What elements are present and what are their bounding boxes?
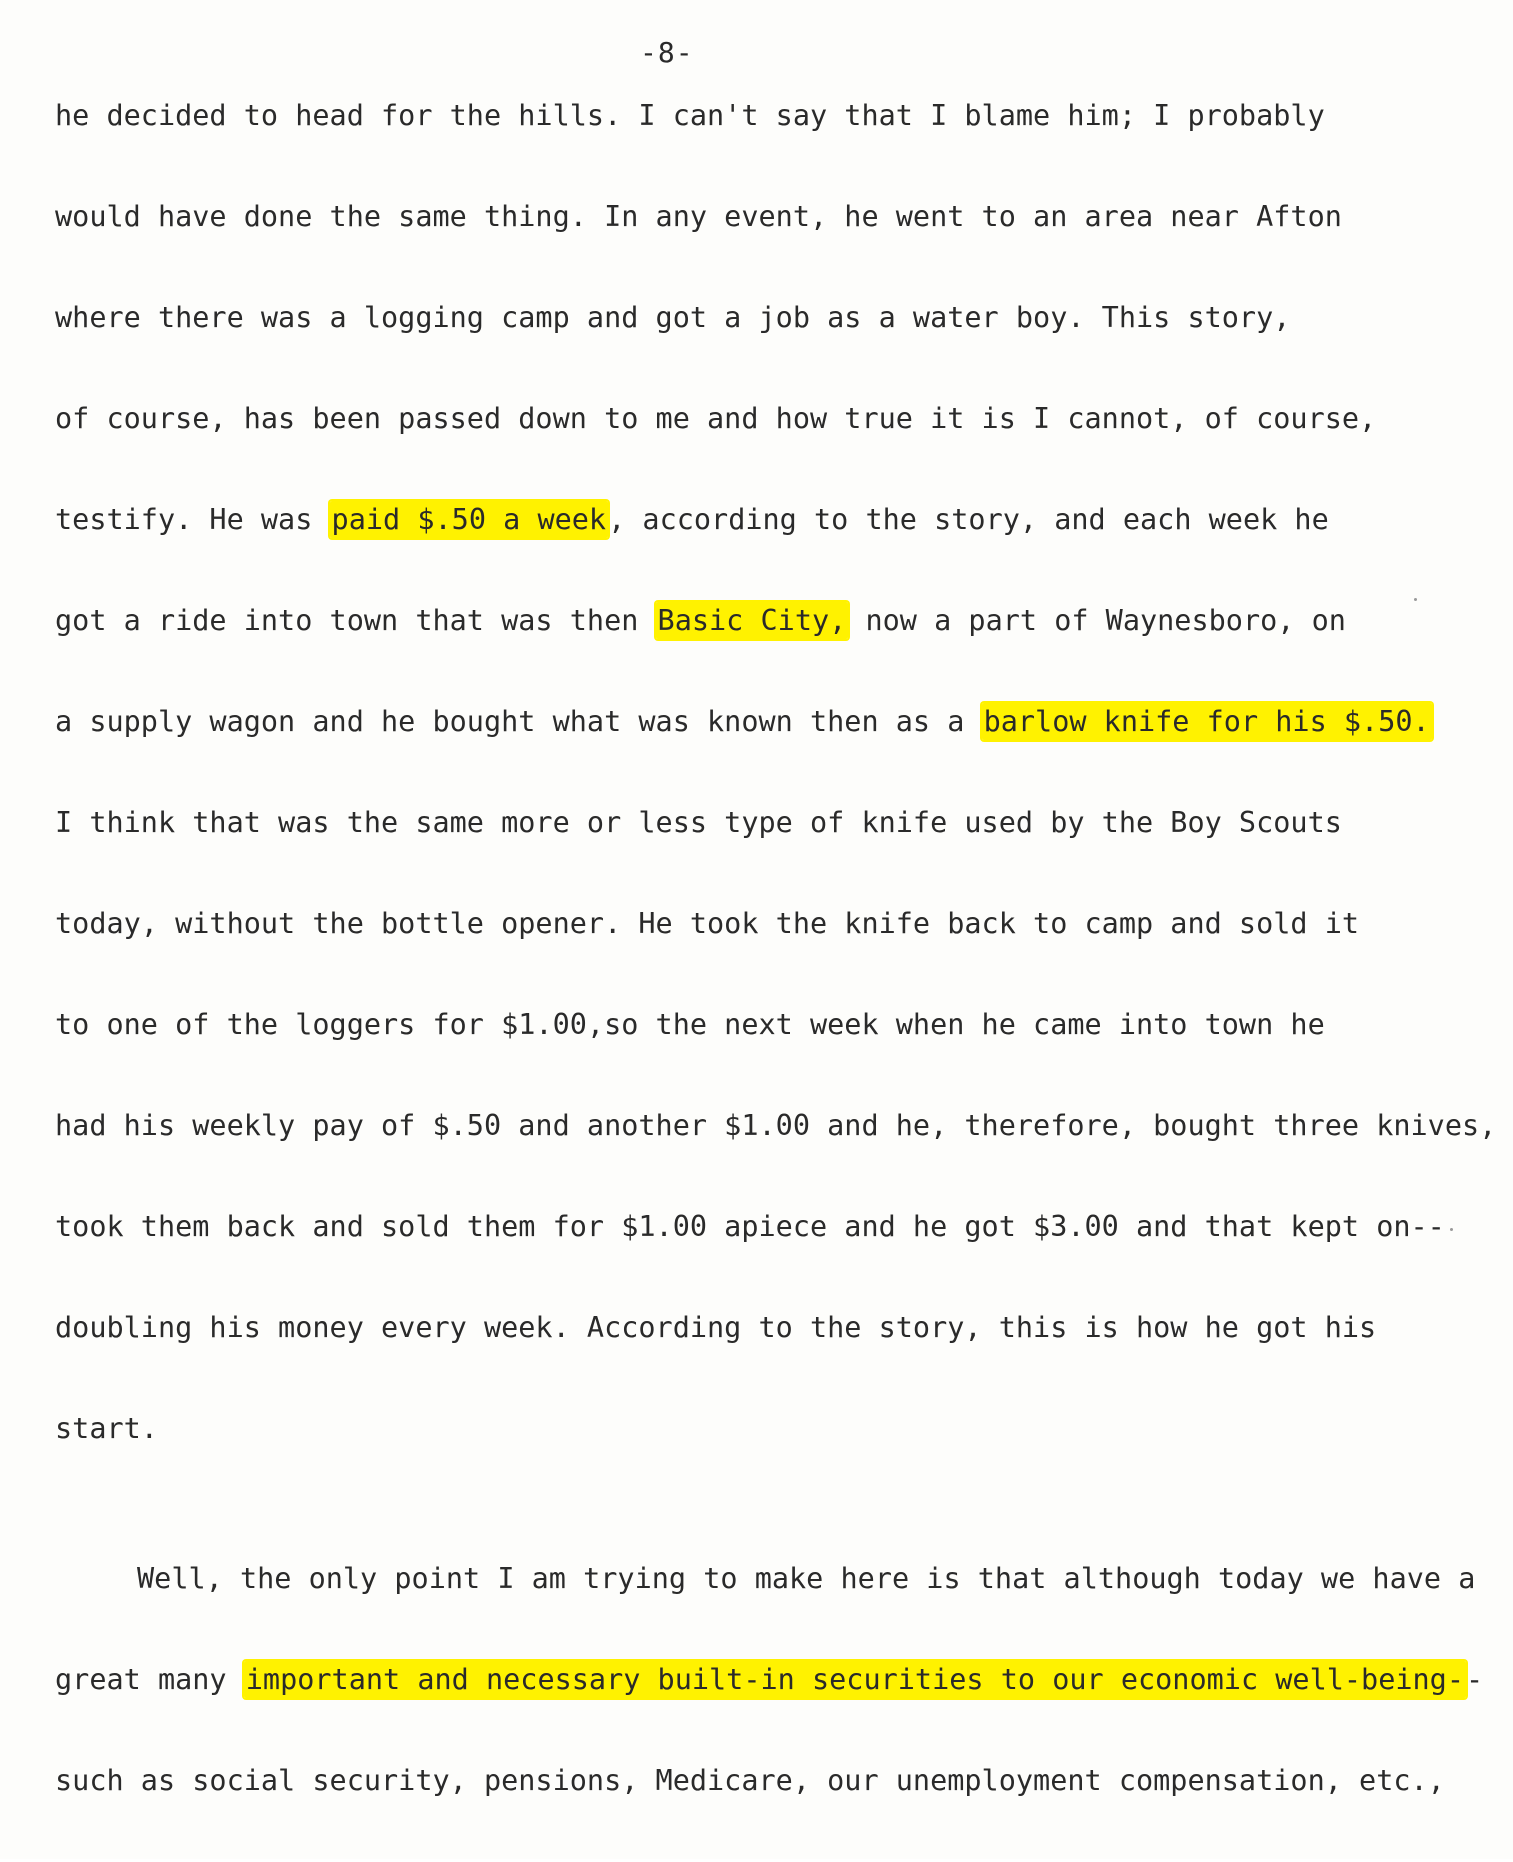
line-text: such as social security, pensions, Medicare, our unemployment compensation, etc.,	[55, 1764, 1445, 1797]
line-text: I think that was the same more or less type of knife used by the Boy Scouts	[55, 806, 1342, 839]
highlighted-text: barlow knife for his $.50.	[983, 705, 1430, 738]
text-line	[55, 197, 1475, 298]
body-text	[55, 96, 1497, 1862]
text-line	[55, 298, 1475, 399]
line-text: to one of the loggers for $1.00,so the next week when he came into town he	[55, 1008, 1325, 1041]
scan-speck	[1414, 598, 1417, 601]
line-text: great many	[55, 1663, 244, 1696]
text-line	[55, 1559, 1475, 1660]
line-text: would have done the same thing. In any event, he went to an area near Afton	[55, 200, 1342, 233]
text-line	[55, 500, 1475, 601]
page-number: -8-	[640, 36, 694, 69]
text-line	[55, 1761, 1475, 1862]
text-line	[55, 1207, 1475, 1308]
highlighted-text: important and necessary built-in securities to our economic well-being-	[245, 1663, 1464, 1696]
line-text: took them back and sold them for $1.00 apiece and he got $3.00 and that kept on--	[55, 1210, 1445, 1243]
text-line	[55, 1660, 1484, 1761]
text-line	[55, 96, 1475, 197]
line-text: where there was a logging camp and got a job as a water boy. This story,	[55, 301, 1291, 334]
text-line	[55, 803, 1475, 904]
text-line	[55, 601, 1475, 702]
line-text: a supply wagon and he bought what was known then as a	[55, 705, 982, 738]
line-text: doubling his money every week. According to the story, this is how he got his	[55, 1311, 1377, 1344]
text-line	[55, 1005, 1475, 1106]
text-line	[55, 1308, 1475, 1409]
text-line	[55, 702, 1475, 803]
line-text: now a part of Waynesboro, on	[848, 604, 1346, 637]
text-line	[55, 1106, 1497, 1207]
line-text: -	[1466, 1663, 1484, 1696]
line-text: today, without the bottle opener. He took the knife back to camp and sold it	[55, 907, 1360, 940]
highlighted-text: paid $.50 a week	[331, 503, 607, 536]
text-line	[55, 399, 1475, 500]
line-text: start.	[55, 1412, 158, 1445]
text-line	[55, 904, 1475, 1005]
line-text: testify. He was	[55, 503, 330, 536]
text-line	[55, 1409, 1475, 1510]
highlighted-text: Basic City,	[657, 604, 847, 637]
line-text: got a ride into town that was then	[55, 604, 656, 637]
line-text: , according to the story, and each week he	[608, 503, 1329, 536]
line-text: of course, has been passed down to me and how true it is I cannot, of course,	[55, 402, 1377, 435]
line-text: Well, the only point I am trying to make here is that although today we have a	[137, 1562, 1476, 1595]
scan-speck	[1450, 1228, 1453, 1231]
line-text: he decided to head for the hills. I can't say that I blame him; I probably	[55, 99, 1325, 132]
line-text: had his weekly pay of $.50 and another $1.00 and he, therefore, bought three knives,	[55, 1109, 1497, 1142]
